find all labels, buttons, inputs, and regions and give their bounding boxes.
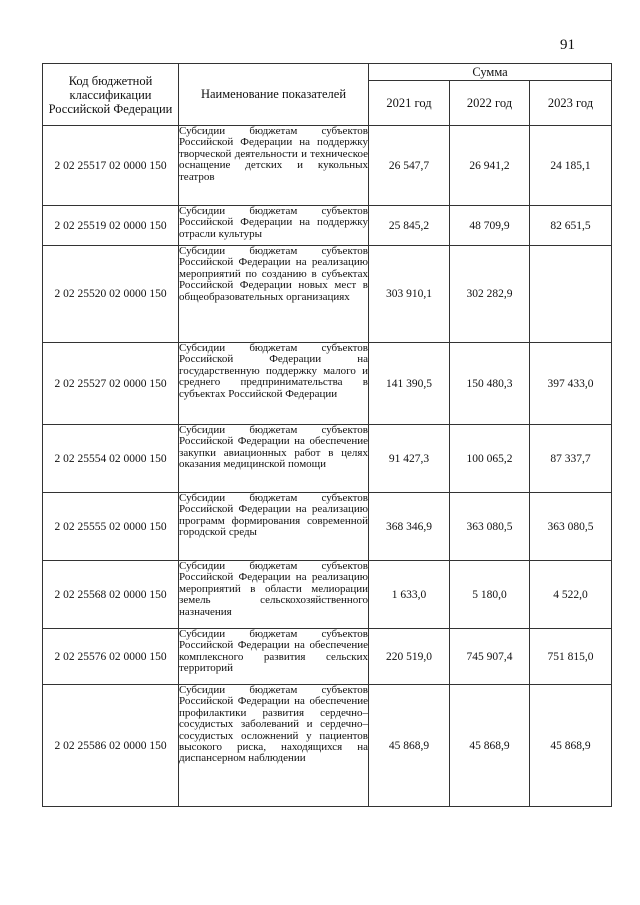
row-code: 2 02 25586 02 0000 150 bbox=[43, 685, 179, 807]
row-value-2022: 100 065,2 bbox=[450, 425, 530, 493]
page-number: 91 bbox=[560, 37, 575, 53]
header-year-2022: 2022 год bbox=[450, 81, 530, 126]
row-value-2022: 302 282,9 bbox=[450, 246, 530, 343]
row-value-2022: 48 709,9 bbox=[450, 206, 530, 246]
table-row bbox=[43, 206, 612, 246]
row-value-2021: 26 547,7 bbox=[369, 126, 450, 206]
row-value-2021: 303 910,1 bbox=[369, 246, 450, 343]
row-value-2022: 45 868,9 bbox=[450, 685, 530, 807]
header-year-2023: 2023 год bbox=[530, 81, 612, 126]
row-name: Субсидии бюджетам субъектов Российской Федерации на поддержку творческой деятельности и техническое оснащение детских и кукольных театров bbox=[179, 126, 369, 206]
row-name: Субсидии бюджетам субъектов Российской Федерации на поддержку отрасли культуры bbox=[179, 206, 369, 246]
row-value-2023 bbox=[530, 246, 612, 343]
row-value-2022: 150 480,3 bbox=[450, 343, 530, 425]
row-code: 2 02 25554 02 0000 150 bbox=[43, 425, 179, 493]
header-year-2021: 2021 год bbox=[369, 81, 450, 126]
row-value-2021: 368 346,9 bbox=[369, 493, 450, 561]
row-name: Субсидии бюджетам субъектов Российской Федерации на реализацию программ формирования современной городской среды bbox=[179, 493, 369, 561]
table-row bbox=[43, 629, 612, 685]
row-value-2021: 25 845,2 bbox=[369, 206, 450, 246]
row-value-2023: 82 651,5 bbox=[530, 206, 612, 246]
row-code: 2 02 25568 02 0000 150 bbox=[43, 561, 179, 629]
row-value-2023: 4 522,0 bbox=[530, 561, 612, 629]
row-value-2022: 745 907,4 bbox=[450, 629, 530, 685]
header-code: Код бюджетной классификации Российской Федерации bbox=[43, 64, 179, 126]
row-value-2022: 5 180,0 bbox=[450, 561, 530, 629]
row-name: Субсидии бюджетам субъектов Российской Федерации на реализацию мероприятий в области мелиорации земель сельскохозяйственного назначения bbox=[179, 561, 369, 629]
row-value-2021: 141 390,5 bbox=[369, 343, 450, 425]
row-value-2021: 91 427,3 bbox=[369, 425, 450, 493]
header-sum: Сумма bbox=[369, 64, 612, 81]
row-name: Субсидии бюджетам субъектов Российской Федерации на государственную поддержку малого и среднего предпринимательства в субъектах Российской Федерации bbox=[179, 343, 369, 425]
row-code: 2 02 25520 02 0000 150 bbox=[43, 246, 179, 343]
row-value-2021: 45 868,9 bbox=[369, 685, 450, 807]
table-row bbox=[43, 126, 612, 206]
row-name: Субсидии бюджетам субъектов Российской Федерации на обеспечение закупки авиационных работ в целях оказания медицинской помощи bbox=[179, 425, 369, 493]
header-name: Наименование показателей bbox=[179, 64, 369, 126]
row-value-2023: 24 185,1 bbox=[530, 126, 612, 206]
row-value-2023: 397 433,0 bbox=[530, 343, 612, 425]
table-row bbox=[43, 343, 612, 425]
budget-table bbox=[42, 63, 612, 807]
row-value-2023: 45 868,9 bbox=[530, 685, 612, 807]
row-value-2022: 363 080,5 bbox=[450, 493, 530, 561]
row-value-2023: 363 080,5 bbox=[530, 493, 612, 561]
row-value-2023: 87 337,7 bbox=[530, 425, 612, 493]
table-row bbox=[43, 685, 612, 807]
table-row bbox=[43, 561, 612, 629]
row-code: 2 02 25517 02 0000 150 bbox=[43, 126, 179, 206]
row-value-2021: 220 519,0 bbox=[369, 629, 450, 685]
row-name: Субсидии бюджетам субъектов Российской Федерации на обеспечение комплексного развития сельских территорий bbox=[179, 629, 369, 685]
table-row bbox=[43, 246, 612, 343]
row-code: 2 02 25519 02 0000 150 bbox=[43, 206, 179, 246]
row-value-2023: 751 815,0 bbox=[530, 629, 612, 685]
row-value-2021: 1 633,0 bbox=[369, 561, 450, 629]
row-code: 2 02 25527 02 0000 150 bbox=[43, 343, 179, 425]
row-value-2022: 26 941,2 bbox=[450, 126, 530, 206]
row-name: Субсидии бюджетам субъектов Российской Федерации на реализацию мероприятий по созданию в субъектах Российской Федерации новых мест в общеобразовательных организациях bbox=[179, 246, 369, 343]
table-row bbox=[43, 493, 612, 561]
row-code: 2 02 25555 02 0000 150 bbox=[43, 493, 179, 561]
row-code: 2 02 25576 02 0000 150 bbox=[43, 629, 179, 685]
row-name: Субсидии бюджетам субъектов Российской Федерации на обеспечение профилактики развития сердечно–сосудистых заболеваний и сердечно–сосудистых осложнений у пациентов высокого риска, находящихся на диспансерном наблюдении bbox=[179, 685, 369, 807]
table-row bbox=[43, 425, 612, 493]
